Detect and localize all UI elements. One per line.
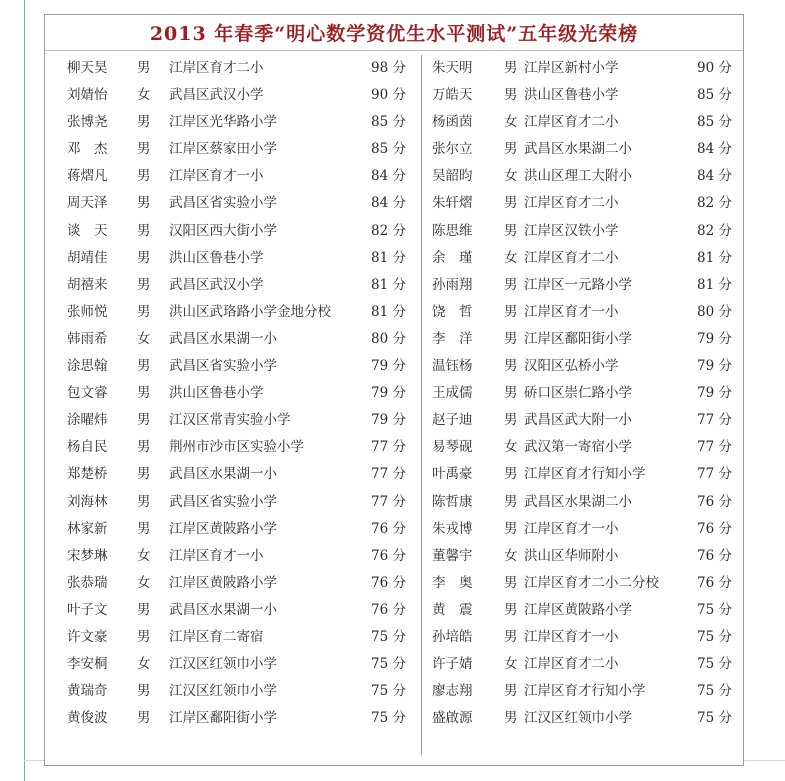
student-name: 韩雨希 <box>67 330 108 347</box>
table-row <box>422 326 744 353</box>
student-gender: 男 <box>504 520 518 537</box>
student-school: 江汉区常青实验小学 <box>169 412 291 429</box>
student-score: 75 分 <box>697 683 732 700</box>
table-row <box>45 353 420 380</box>
student-school: 武昌区水果湖一小 <box>169 601 277 618</box>
student-school: 洪山区鲁巷小学 <box>169 249 264 266</box>
student-name: 朱戎博 <box>432 520 473 537</box>
student-school: 武昌区省实验小学 <box>169 493 277 510</box>
student-gender: 男 <box>137 358 151 375</box>
student-gender: 男 <box>137 249 151 266</box>
student-school: 江岸区育才二小 <box>524 249 619 266</box>
table-row <box>422 245 744 272</box>
student-school: 荆州市沙市区实验小学 <box>169 439 304 456</box>
student-gender: 男 <box>504 222 518 239</box>
table-row <box>45 461 420 488</box>
student-school: 武汉第一寄宿小学 <box>524 439 632 456</box>
table-row <box>45 245 420 272</box>
student-gender: 男 <box>137 114 151 131</box>
student-score: 76 分 <box>371 520 406 537</box>
student-name: 李 洋 <box>432 330 473 347</box>
student-gender: 男 <box>504 195 518 212</box>
student-score: 77 分 <box>697 412 732 429</box>
student-school: 江岸区育才二小 <box>524 114 619 131</box>
student-score: 76 分 <box>371 601 406 618</box>
student-gender: 女 <box>504 249 518 266</box>
student-school: 江岸区新村小学 <box>524 60 619 76</box>
student-name: 包文睿 <box>67 385 108 402</box>
student-name: 孙培皓 <box>432 628 473 645</box>
table-row <box>45 651 420 678</box>
student-gender: 男 <box>137 493 151 510</box>
student-gender: 男 <box>504 60 518 76</box>
student-gender: 男 <box>137 601 151 618</box>
table-row <box>422 218 744 245</box>
student-name: 温钰杨 <box>432 358 473 375</box>
table-row <box>45 407 420 434</box>
student-score: 85 分 <box>697 114 732 131</box>
table-row <box>422 705 744 732</box>
student-score: 85 分 <box>371 114 406 131</box>
student-school: 江岸区育才二小二分校 <box>524 574 659 591</box>
student-score: 84 分 <box>697 141 732 158</box>
student-gender: 男 <box>137 520 151 537</box>
student-school: 江岸区育才一小 <box>524 303 619 320</box>
student-school: 江岸区育才二小 <box>524 656 619 673</box>
student-name: 胡禧来 <box>67 276 108 293</box>
student-school: 江岸区鄱阳街小学 <box>169 710 277 727</box>
student-score: 75 分 <box>697 601 732 618</box>
student-gender: 男 <box>137 710 151 727</box>
student-school: 硚口区崇仁路小学 <box>524 385 632 402</box>
student-score: 81 分 <box>371 249 406 266</box>
student-name: 谈 天 <box>67 222 108 239</box>
student-gender: 男 <box>137 412 151 429</box>
student-name: 张恭瑞 <box>67 574 108 591</box>
student-gender: 男 <box>504 628 518 645</box>
student-gender: 男 <box>137 222 151 239</box>
table-row <box>45 489 420 516</box>
student-score: 75 分 <box>697 628 732 645</box>
student-score: 75 分 <box>697 710 732 727</box>
table-row <box>422 597 744 624</box>
student-name: 胡靖佳 <box>67 249 108 266</box>
student-name: 余 瑾 <box>432 249 473 266</box>
student-name: 陈哲康 <box>432 493 473 510</box>
student-score: 79 分 <box>697 330 732 347</box>
table-row <box>422 461 744 488</box>
table-row <box>45 82 420 109</box>
student-school: 汉阳区弘桥小学 <box>524 358 619 375</box>
table-row <box>422 82 744 109</box>
table-row <box>422 651 744 678</box>
student-school: 江岸区光华路小学 <box>169 114 277 131</box>
student-name: 宋梦琳 <box>67 547 108 564</box>
student-gender: 男 <box>137 168 151 185</box>
student-score: 84 分 <box>697 168 732 185</box>
student-name: 李 奥 <box>432 574 473 591</box>
table-row <box>45 570 420 597</box>
student-score: 77 分 <box>371 439 406 456</box>
student-score: 76 分 <box>697 574 732 591</box>
student-score: 76 分 <box>697 520 732 537</box>
table-row <box>422 109 744 136</box>
student-name: 邓 杰 <box>67 141 108 158</box>
student-name: 盛啟源 <box>432 710 473 727</box>
student-school: 武昌区武大附一小 <box>524 412 632 429</box>
student-school: 江岸区育才二小 <box>169 60 264 76</box>
student-name: 陈思维 <box>432 222 473 239</box>
student-score: 76 分 <box>697 493 732 510</box>
student-gender: 男 <box>504 385 518 402</box>
student-score: 98 分 <box>371 60 406 76</box>
table-row <box>422 543 744 570</box>
student-name: 刘海林 <box>67 493 108 510</box>
table-row <box>45 272 420 299</box>
student-gender: 女 <box>504 656 518 673</box>
table-row <box>45 705 420 732</box>
page-left-rule <box>24 0 25 781</box>
table-row <box>45 190 420 217</box>
student-name: 郑楚桥 <box>67 466 108 483</box>
student-name: 饶 哲 <box>432 303 473 320</box>
student-score: 90 分 <box>371 87 406 104</box>
student-score: 77 分 <box>371 493 406 510</box>
student-name: 涂思翰 <box>67 358 108 375</box>
student-gender: 女 <box>137 87 151 104</box>
student-gender: 男 <box>137 439 151 456</box>
student-name: 柳天昊 <box>67 60 108 76</box>
student-score: 75 分 <box>371 656 406 673</box>
table-row <box>45 380 420 407</box>
student-school: 汉阳区西大街小学 <box>169 222 277 239</box>
student-gender: 男 <box>504 466 518 483</box>
student-name: 张尔立 <box>432 141 473 158</box>
student-score: 79 分 <box>697 385 732 402</box>
student-name: 黄瑞奇 <box>67 683 108 700</box>
student-gender: 男 <box>137 466 151 483</box>
table-row <box>422 55 744 82</box>
student-gender: 男 <box>504 683 518 700</box>
table-row <box>422 190 744 217</box>
student-name: 董馨宇 <box>432 547 473 564</box>
student-gender: 男 <box>504 601 518 618</box>
student-score: 79 分 <box>371 412 406 429</box>
student-gender: 男 <box>137 303 151 320</box>
student-name: 朱天明 <box>432 60 473 76</box>
student-score: 81 分 <box>697 249 732 266</box>
student-score: 75 分 <box>697 656 732 673</box>
student-school: 武昌区省实验小学 <box>169 358 277 375</box>
student-gender: 女 <box>137 547 151 564</box>
table-row <box>45 163 420 190</box>
table-row <box>422 434 744 461</box>
table-row <box>422 516 744 543</box>
student-school: 武昌区省实验小学 <box>169 195 277 212</box>
student-gender: 男 <box>137 276 151 293</box>
student-school: 江岸区育才一小 <box>524 520 619 537</box>
student-score: 82 分 <box>697 195 732 212</box>
student-name: 涂曜炜 <box>67 412 108 429</box>
student-score: 79 分 <box>371 358 406 375</box>
student-school: 洪山区鲁巷小学 <box>169 385 264 402</box>
student-gender: 女 <box>504 547 518 564</box>
student-score: 81 分 <box>371 276 406 293</box>
student-gender: 女 <box>137 574 151 591</box>
student-name: 蒋熠凡 <box>67 168 108 185</box>
table-row <box>422 299 744 326</box>
student-score: 84 分 <box>371 168 406 185</box>
student-name: 许子婧 <box>432 656 473 673</box>
student-school: 武昌区水果湖一小 <box>169 330 277 347</box>
student-name: 赵子迪 <box>432 412 473 429</box>
student-name: 孙雨翔 <box>432 276 473 293</box>
table-row <box>45 299 420 326</box>
student-school: 江岸区育才一小 <box>169 168 264 185</box>
student-school: 江岸区育才行知小学 <box>524 683 646 700</box>
student-school: 江汉区红领巾小学 <box>169 656 277 673</box>
table-row <box>422 272 744 299</box>
page-title: 2013 年春季“明心数学资优生水平测试”五年级光荣榜 <box>45 15 743 51</box>
table-row <box>422 136 744 163</box>
student-score: 85 分 <box>371 141 406 158</box>
student-name: 易琴砚 <box>432 439 473 456</box>
student-name: 叶子文 <box>67 601 108 618</box>
student-school: 武昌区水果湖二小 <box>524 141 632 158</box>
left-column <box>45 55 420 755</box>
student-school: 洪山区鲁巷小学 <box>524 87 619 104</box>
table-row <box>422 570 744 597</box>
student-name: 叶禹豪 <box>432 466 473 483</box>
student-score: 80 分 <box>371 330 406 347</box>
table-row <box>422 353 744 380</box>
student-score: 76 分 <box>371 574 406 591</box>
student-name: 杨自民 <box>67 439 108 456</box>
student-score: 75 分 <box>371 683 406 700</box>
student-score: 77 分 <box>697 466 732 483</box>
student-school: 武昌区武汉小学 <box>169 87 264 104</box>
student-school: 武昌区水果湖一小 <box>169 466 277 483</box>
table-row <box>45 543 420 570</box>
student-gender: 男 <box>504 493 518 510</box>
student-school: 江岸区育才一小 <box>524 628 619 645</box>
right-column <box>421 55 744 755</box>
table-row <box>422 624 744 651</box>
student-name: 刘婧怡 <box>67 87 108 104</box>
student-score: 76 分 <box>371 547 406 564</box>
student-name: 黄 震 <box>432 601 473 618</box>
student-gender: 男 <box>504 276 518 293</box>
student-gender: 男 <box>504 330 518 347</box>
student-score: 77 分 <box>371 466 406 483</box>
table-row <box>422 163 744 190</box>
student-gender: 女 <box>504 439 518 456</box>
student-score: 84 分 <box>371 195 406 212</box>
student-name: 王成儒 <box>432 385 473 402</box>
student-gender: 女 <box>137 330 151 347</box>
student-name: 万皓天 <box>432 87 473 104</box>
student-score: 80 分 <box>697 303 732 320</box>
table-row <box>45 624 420 651</box>
student-name: 周天泽 <box>67 195 108 212</box>
honor-roll-table <box>44 14 744 766</box>
student-school: 洪山区华师附小 <box>524 547 619 564</box>
student-gender: 男 <box>504 87 518 104</box>
student-name: 张博尧 <box>67 114 108 131</box>
student-gender: 男 <box>504 574 518 591</box>
student-name: 朱轩熠 <box>432 195 473 212</box>
student-school: 洪山区理工大附小 <box>524 168 632 185</box>
student-school: 江岸区汉铁小学 <box>524 222 619 239</box>
student-score: 82 分 <box>697 222 732 239</box>
student-gender: 男 <box>137 141 151 158</box>
table-row <box>45 326 420 353</box>
student-gender: 女 <box>504 114 518 131</box>
student-school: 武昌区水果湖二小 <box>524 493 632 510</box>
student-school: 江岸区黄陂路小学 <box>169 520 277 537</box>
student-gender: 女 <box>137 656 151 673</box>
student-gender: 男 <box>504 141 518 158</box>
student-gender: 男 <box>137 60 151 76</box>
student-score: 75 分 <box>371 628 406 645</box>
student-gender: 男 <box>504 412 518 429</box>
student-gender: 男 <box>504 303 518 320</box>
table-row <box>422 489 744 516</box>
student-gender: 男 <box>137 683 151 700</box>
student-school: 江岸区育才行知小学 <box>524 466 646 483</box>
student-school: 江岸区育才二小 <box>524 195 619 212</box>
student-gender: 男 <box>137 628 151 645</box>
student-school: 江岸区鄱阳街小学 <box>524 330 632 347</box>
table-row <box>422 380 744 407</box>
student-name: 李安桐 <box>67 656 108 673</box>
student-gender: 男 <box>504 710 518 727</box>
student-score: 82 分 <box>371 222 406 239</box>
table-row <box>45 597 420 624</box>
student-score: 76 分 <box>697 547 732 564</box>
student-name: 张师悦 <box>67 303 108 320</box>
student-school: 武昌区武汉小学 <box>169 276 264 293</box>
student-score: 79 分 <box>697 358 732 375</box>
student-school: 江汉区红领巾小学 <box>169 683 277 700</box>
student-name: 吴韶昀 <box>432 168 473 185</box>
student-score: 90 分 <box>697 60 732 76</box>
table-row <box>45 109 420 136</box>
student-gender: 男 <box>137 195 151 212</box>
student-school: 江岸区黄陂路小学 <box>524 601 632 618</box>
table-row <box>45 55 420 82</box>
table-row <box>422 407 744 434</box>
student-school: 江岸区黄陂路小学 <box>169 574 277 591</box>
student-score: 81 分 <box>697 276 732 293</box>
student-score: 81 分 <box>371 303 406 320</box>
student-name: 杨函茵 <box>432 114 473 131</box>
table-row <box>45 218 420 245</box>
student-score: 75 分 <box>371 710 406 727</box>
table-row <box>45 434 420 461</box>
student-school: 江汉区红领巾小学 <box>524 710 632 727</box>
student-gender: 男 <box>504 358 518 375</box>
table-row <box>45 136 420 163</box>
student-name: 许文豪 <box>67 628 108 645</box>
student-school: 江岸区育才一小 <box>169 547 264 564</box>
student-school: 江岸区一元路小学 <box>524 276 632 293</box>
table-row <box>422 678 744 705</box>
student-name: 黄俊波 <box>67 710 108 727</box>
student-gender: 男 <box>137 385 151 402</box>
student-score: 79 分 <box>371 385 406 402</box>
student-school: 洪山区武珞路小学金地分校 <box>169 303 331 320</box>
student-name: 林家新 <box>67 520 108 537</box>
student-school: 江岸区育二寄宿 <box>169 628 264 645</box>
table-row <box>45 516 420 543</box>
student-score: 85 分 <box>697 87 732 104</box>
student-gender: 女 <box>504 168 518 185</box>
student-score: 77 分 <box>697 439 732 456</box>
student-school: 江岸区蔡家田小学 <box>169 141 277 158</box>
student-name: 廖志翔 <box>432 683 473 700</box>
table-row <box>45 678 420 705</box>
